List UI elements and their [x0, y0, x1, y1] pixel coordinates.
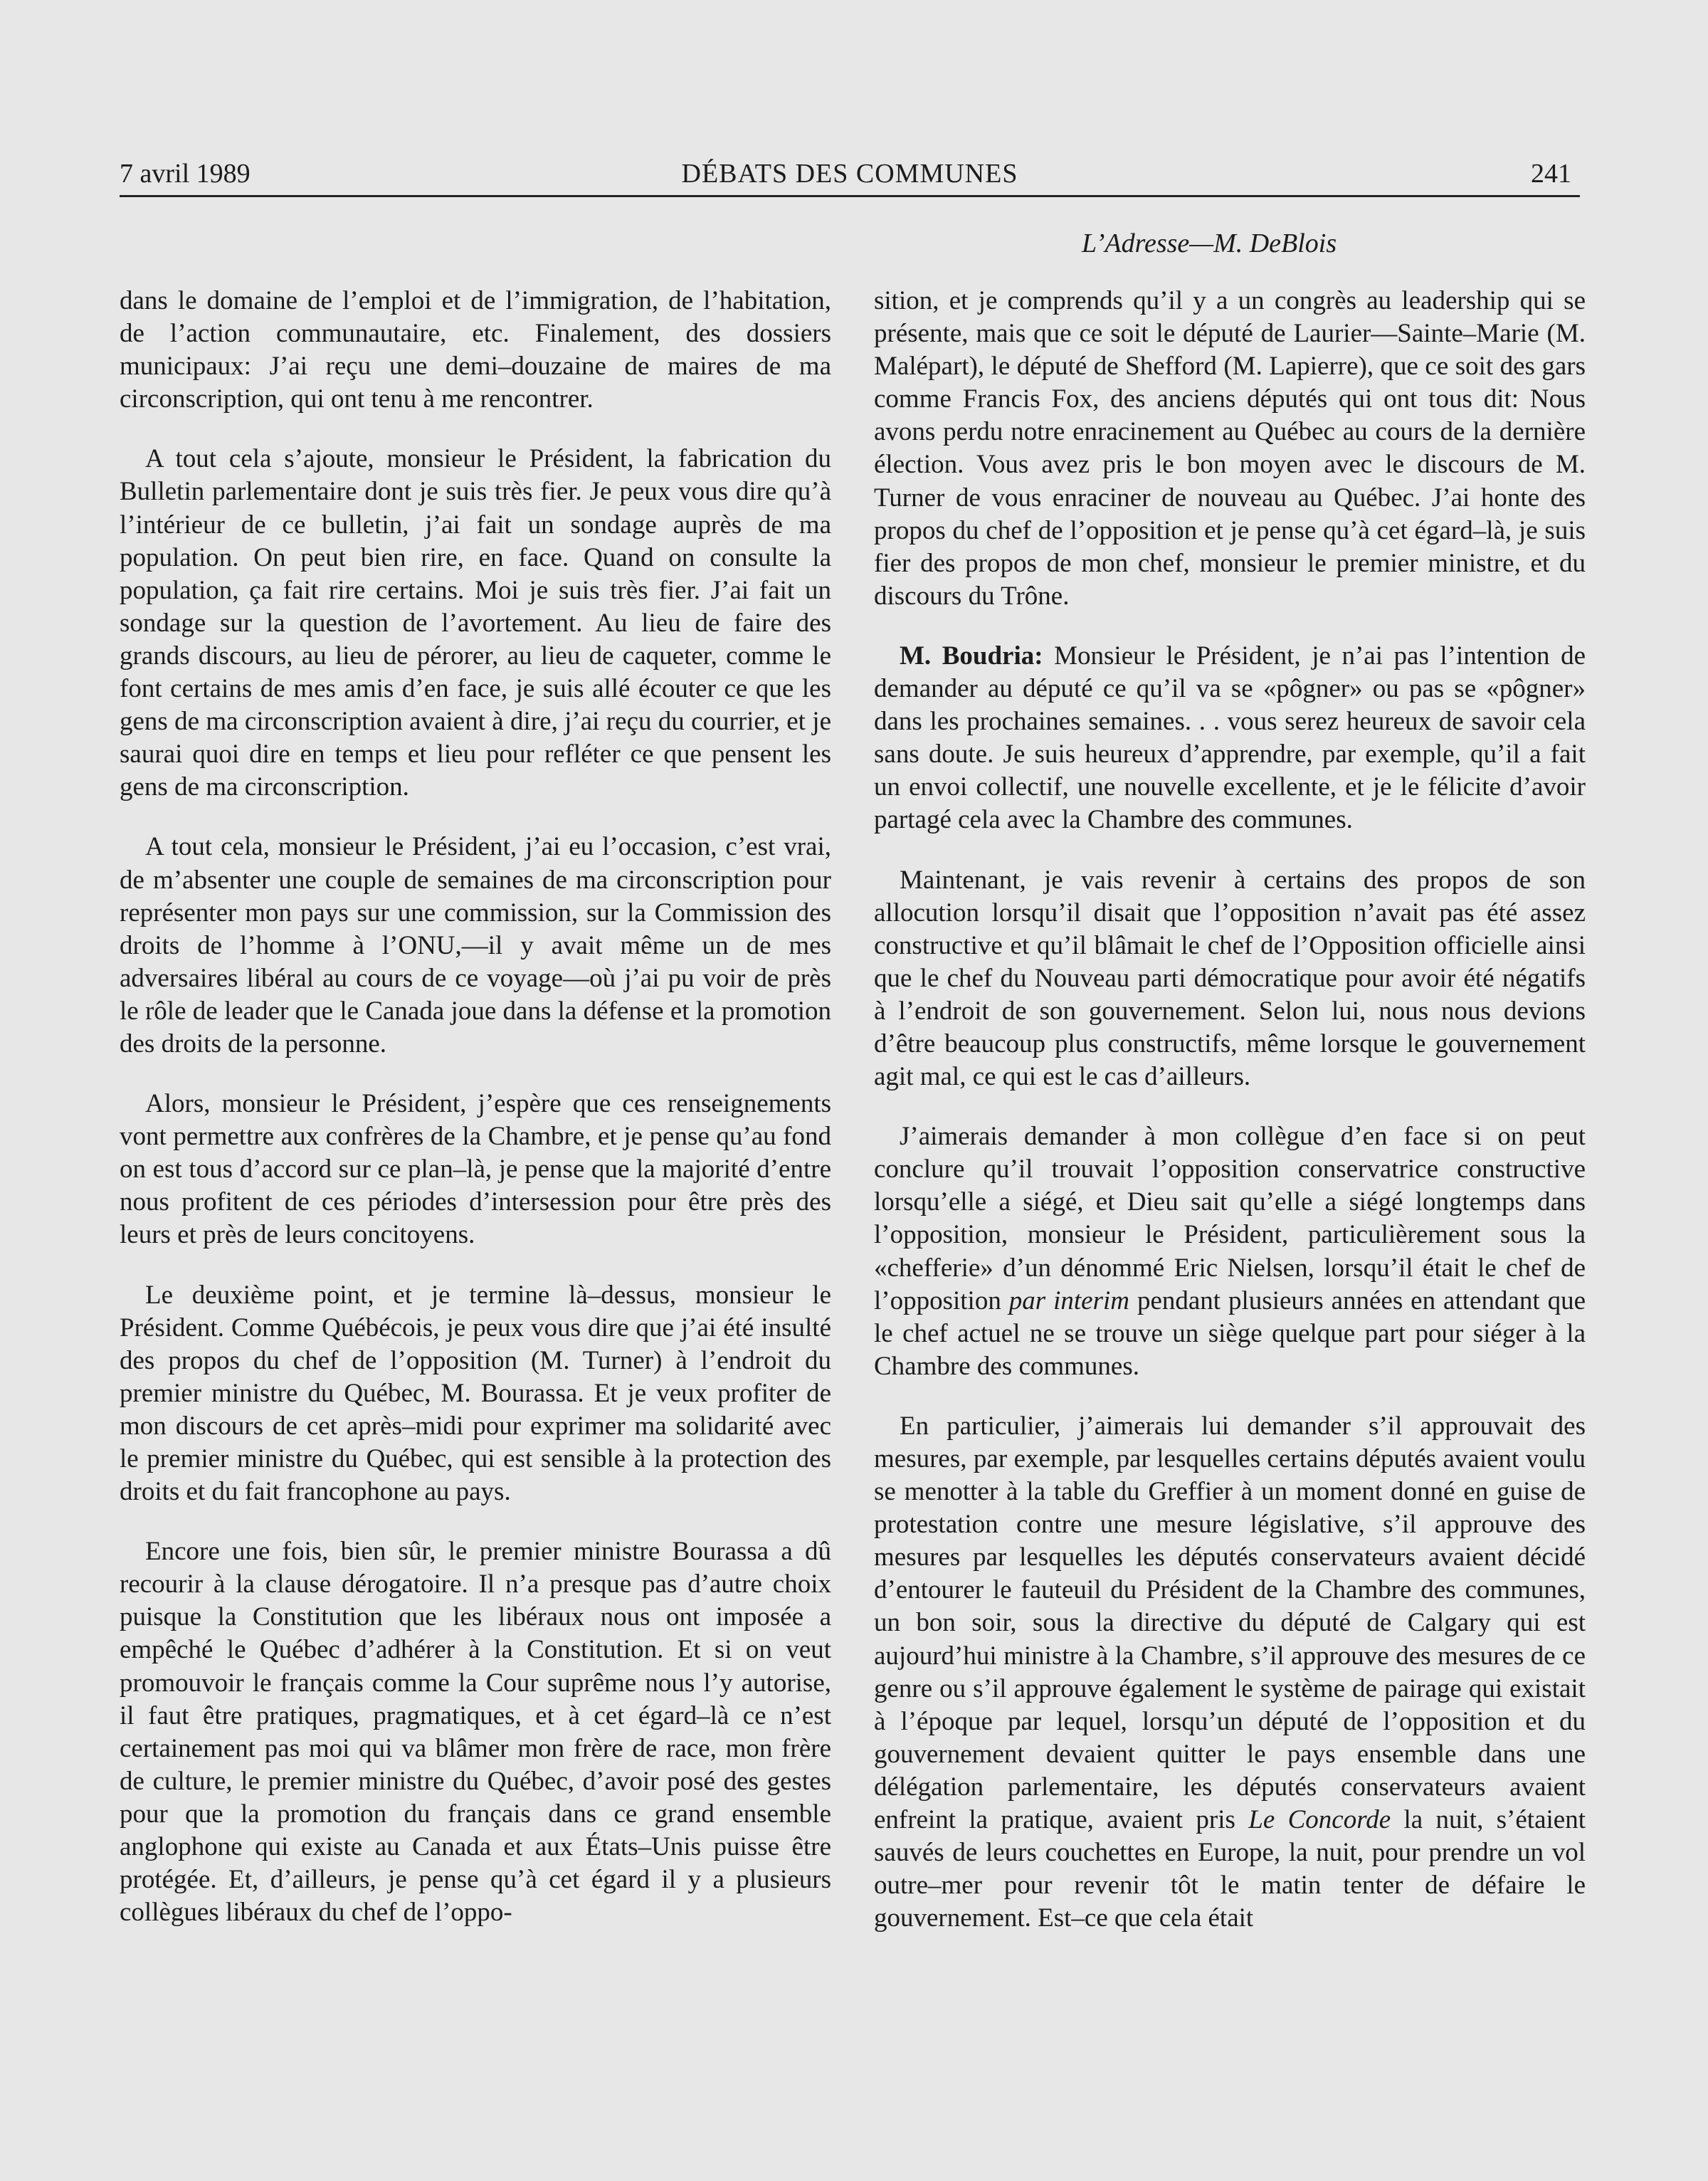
running-head: L’Adresse—M. DeBlois	[1082, 228, 1337, 258]
paragraph: Encore une fois, bien sûr, le premier ministre Bourassa a dû recourir à la clause dérogatoire. Il n’a presque pas d’autre choix puisque la Constitution que les libéraux nous ont imposée a empêché le Québec d’adhérer à la Constitution. Et si on veut promouvoir le français comme la Cour suprême nous l’y autorise, il faut être pratiques, pragmatiques, et à cet égard–là ce n’est certainement pas moi qui va blâmer mon frère de race, mon frère de culture, le premier ministre du Québec, d’avoir posé des gestes pour que la promotion du français dans ce grand ensemble anglophone qui existe au Canada et aux États–Unis puisse être protégée. Et, d’ailleurs, je pense qu’à cet égard il y a plusieurs collègues libéraux du chef de l’oppo-	[120, 1537, 831, 1928]
page-number: 241	[1531, 159, 1571, 189]
paragraph-text: pendant plusieurs années en attendant que le chef actuel ne se trouve un siège quelque part pour siéger à la Chambre des communes.	[874, 1286, 1586, 1381]
paragraph: Alors, monsieur le Président, j’espère que ces renseignements vont permettre aux confrères de la Chambre, et je pense qu’au fond on est tous d’accord sur ce plan–là, je pense que la majorité d’entre nous profitent de ces périodes d’intersession pour être près des leurs et près de leurs concitoyens.	[120, 1089, 831, 1250]
italic-term: par interim	[1008, 1286, 1130, 1315]
paragraph: dans le domaine de l’emploi et de l’immigration, de l’habitation, de l’action communautaire, etc. Finalement, des dossiers municipaux: J’ai reçu une demi–douzaine de maires de ma circonscription, qui ont tenu à me rencontrer.	[120, 286, 831, 414]
speaker-name: M. Boudria:	[900, 641, 1043, 671]
paragraph-text: Monsieur le Président, je n’ai pas l’intention de demander au député ce qu’il va se «pôgner» ou pas se «pôgner» dans les prochaines semaines. . . vous serez heureux de savoir cela sans doute. Je suis heureux d’apprendre, par exemple, qu’il a fait un envoi collectif, une nouvelle excellente, et je le félicite d’avoir partagé cela avec la Chambre des communes.	[874, 641, 1586, 835]
left-column	[120, 285, 831, 1929]
paragraph: sition, et je comprends qu’il y a un congrès au leadership qui se présente, mais que ce soit le député de Laurier—Sainte–Marie (M. Malépart), le député de Shefford (M. Lapierre), que ce soit des gars comme Francis Fox, des anciens députés qui ont tous dit: Nous avons perdu notre enracinement au Québec au cours de la dernière élection. Vous avez pris le bon moyen avec le discours de M. Turner de vous enraciner de nouveau au Québec. J’ai honte des propos du chef de l’opposition et je pense qu’à cet égard–là, je suis fier des propos de mon chef, monsieur le premier ministre, et du discours du Trône.	[874, 286, 1586, 611]
paragraph-text: En particulier, j’aimerais lui demander s’il approuvait des mesures, par exemple, par lesquelles certains députés avaient voulu se menotter à la table du Greffier à un moment donné en guise de protestation contre une mesure législative, s’il approuve des mesures par lesquelles les députés conservateurs avaient décidé d’entourer le fauteuil du Président de la Chambre des communes, un bon soir, sous la directive du député de Calgary qui est aujourd’hui ministre à la Chambre, s’il approuve des mesures de ce genre ou s’il approuve également le système de pairage qui existait à l’époque par lequel, lorsqu’un député de l’opposition et du gouvernement devaient quitter le pays ensemble dans une délégation parlementaire, les députés conservateurs avaient enfreint la pratique, avaient pris	[874, 1411, 1586, 1835]
journal-title: DÉBATS DES COMMUNES	[681, 159, 1018, 189]
right-column	[874, 285, 1586, 1935]
page-header	[120, 155, 1580, 197]
header-date: 7 avril 1989	[120, 159, 251, 189]
paragraph	[874, 1410, 1586, 1935]
paragraph: A tout cela, monsieur le Président, j’ai eu l’occasion, c’est vrai, de m’absenter une couple de semaines de ma circonscription pour représenter mon pays sur une commission, sur la Commission des droits de l’homme à l’ONU,—il y avait même un de mes adversaires libéral au cours de ce voyage—où j’ai pu voir de près le rôle de leader que le Canada joue dans la défense et la promotion des droits de la personne.	[120, 832, 831, 1058]
paragraph: Le deuxième point, et je termine là–dessus, monsieur le Président. Comme Québécois, je peux vous dire que j’ai été insulté des propos du chef de l’opposition (M. Turner) à l’endroit du premier ministre du Québec, M. Bourassa. Et je veux profiter de mon discours de cet après–midi pour exprimer ma solidarité avec le premier ministre du Québec, qui est sensible à la protection des droits et du fait francophone au pays.	[120, 1280, 831, 1507]
paragraph	[874, 640, 1586, 837]
italic-term: Le Concorde	[1248, 1805, 1391, 1835]
paragraph-text: J’aimerais demander à mon collègue d’en face si on peut conclure qu’il trouvait l’opposition conservatrice constructive lorsqu’elle a siégé, et Dieu sait qu’elle a siégé longtemps dans l’opposition, monsieur le Président, particulièrement sous la «chefferie» d’un dénommé Eric Nielsen, lorsqu’il était le chef de l’opposition	[874, 1122, 1586, 1315]
paragraph-text: la nuit, s’étaient sauvés de leurs couchettes en Europe, la nuit, pour prendre un vol outre–mer pour revenir tôt le matin tenter de défaire le gouvernement. Est–ce que cela était	[874, 1805, 1586, 1933]
paragraph	[874, 1120, 1586, 1383]
paragraph: A tout cela s’ajoute, monsieur le Président, la fabrication du Bulletin parlementaire dont je suis très fier. Je peux vous dire qu’à l’intérieur de ce bulletin, j’ai fait un sondage auprès de ma population. On peut bien rire, en face. Quand on consulte la population, ça fait rire certains. Moi je suis très fier. J’ai fait un sondage sur la question de l’avortement. Au lieu de faire des grands discours, au lieu de pérorer, au lieu de caqueter, comme le font certains de mes amis d’en face, je suis allé écouter ce que les gens de ma circonscription avaient à dire, j’ai reçu du courrier, et je saurai quoi dire en temps et lieu pour refléter ce que pensent les gens de ma circonscription.	[120, 444, 831, 802]
paragraph: Maintenant, je vais revenir à certains des propos de son allocution lorsqu’il disait que l’opposition n’avait pas été assez constructive et qu’il blâmait le chef de l’Opposition officielle ainsi que le chef du Nouveau parti démocratique pour avoir été négatifs à l’endroit de son gouvernement. Selon lui, nous nous devions d’être beaucoup plus constructifs, même lorsque le gouvernement agit mal, ce qui est le cas d’ailleurs.	[874, 865, 1586, 1092]
